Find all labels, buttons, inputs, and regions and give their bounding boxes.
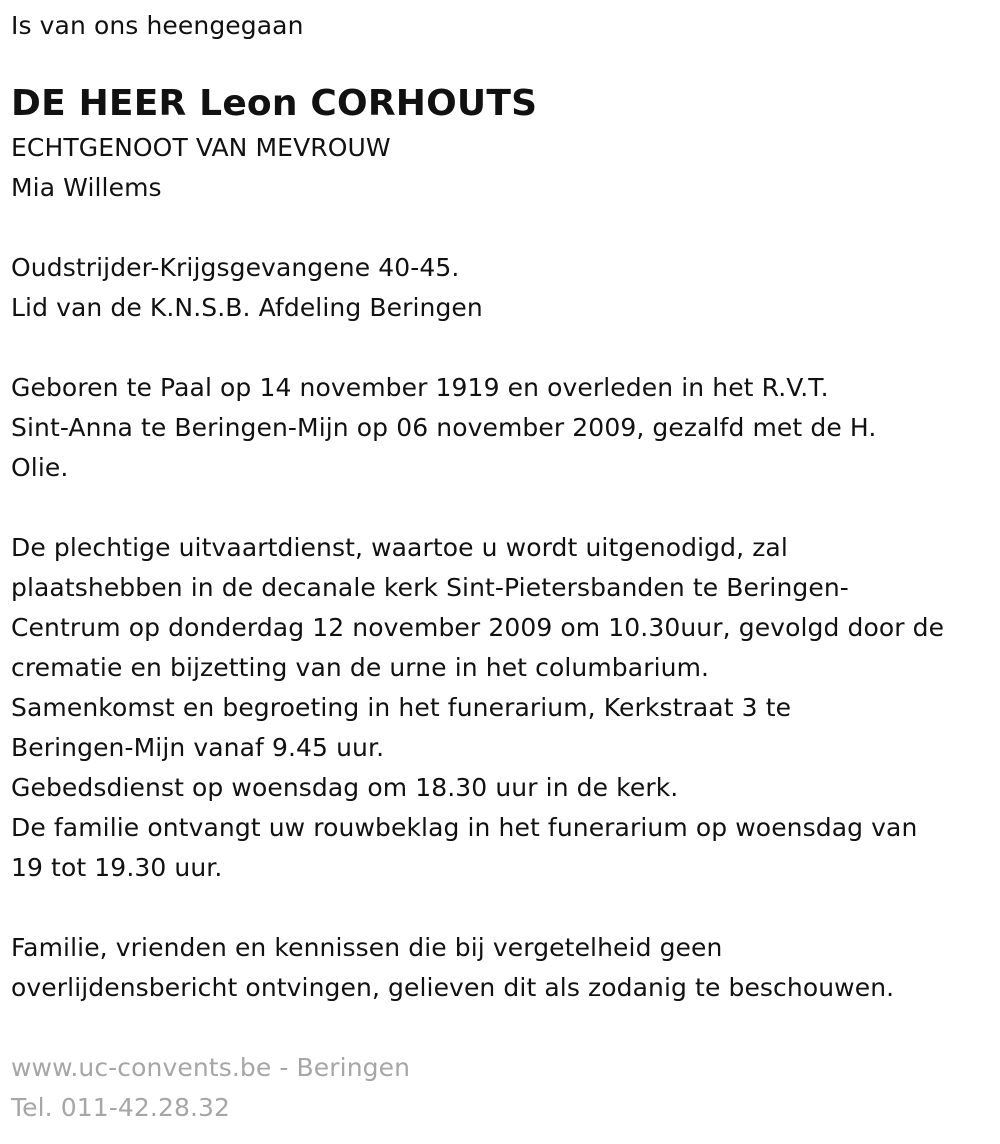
life-line: Sint-Anna te Beringen-Mijn op 06 november 2009, gezalfd met de H. xyxy=(11,413,877,442)
service-line: Gebedsdienst op woensdag om 18.30 uur in de kerk. xyxy=(11,773,679,802)
section-spacer xyxy=(11,328,990,368)
affiliation-line: Oudstrijder-Krijgsgevangene 40-45. xyxy=(11,253,460,282)
affiliations-section xyxy=(11,248,990,328)
section-spacer xyxy=(11,208,990,248)
intro-text: Is van ons heengegaan xyxy=(11,11,304,40)
footer xyxy=(11,1048,990,1128)
service-line: Samenkomst en begroeting in het funerarium, Kerkstraat 3 te xyxy=(11,693,792,722)
section-spacer xyxy=(11,488,990,528)
spouse-title: ECHTGENOOT VAN MEVROUW xyxy=(11,133,391,162)
affiliation-line: Lid van de K.N.S.B. Afdeling Beringen xyxy=(11,293,483,322)
section-spacer xyxy=(11,888,990,928)
service-line: crematie en bijzetting van de urne in het columbarium. xyxy=(11,653,710,682)
deceased-name: DE HEER Leon CORHOUTS xyxy=(11,83,538,124)
footer-phone: Tel. 011-42.28.32 xyxy=(11,1093,231,1122)
service-line: De plechtige uitvaartdienst, waartoe u wordt uitgenodigd, zal xyxy=(11,533,788,562)
service-line: plaatshebben in de decanale kerk Sint-Pietersbanden te Beringen- xyxy=(11,573,849,602)
notice-line: Familie, vrienden en kennissen die bij vergetelheid geen xyxy=(11,933,723,962)
footer-website: www.uc-convents.be - Beringen xyxy=(11,1053,411,1082)
notice-section xyxy=(11,928,990,1008)
service-line: 19 tot 19.30 uur. xyxy=(11,853,223,882)
service-details-section xyxy=(11,528,990,888)
life-details-section xyxy=(11,368,990,488)
service-line: Centrum op donderdag 12 november 2009 om 10.30uur, gevolgd door de xyxy=(11,613,945,642)
spouse-name: Mia Willems xyxy=(11,173,162,202)
notice-line: overlijdensbericht ontvingen, gelieven dit als zodanig te beschouwen. xyxy=(11,973,895,1002)
life-line: Olie. xyxy=(11,453,69,482)
life-line: Geboren te Paal op 14 november 1919 en overleden in het R.V.T. xyxy=(11,373,829,402)
section-spacer xyxy=(11,1008,990,1048)
service-line: Beringen-Mijn vanaf 9.45 uur. xyxy=(11,733,385,762)
service-line: De familie ontvangt uw rouwbeklag in het funerarium op woensdag van xyxy=(11,813,918,842)
